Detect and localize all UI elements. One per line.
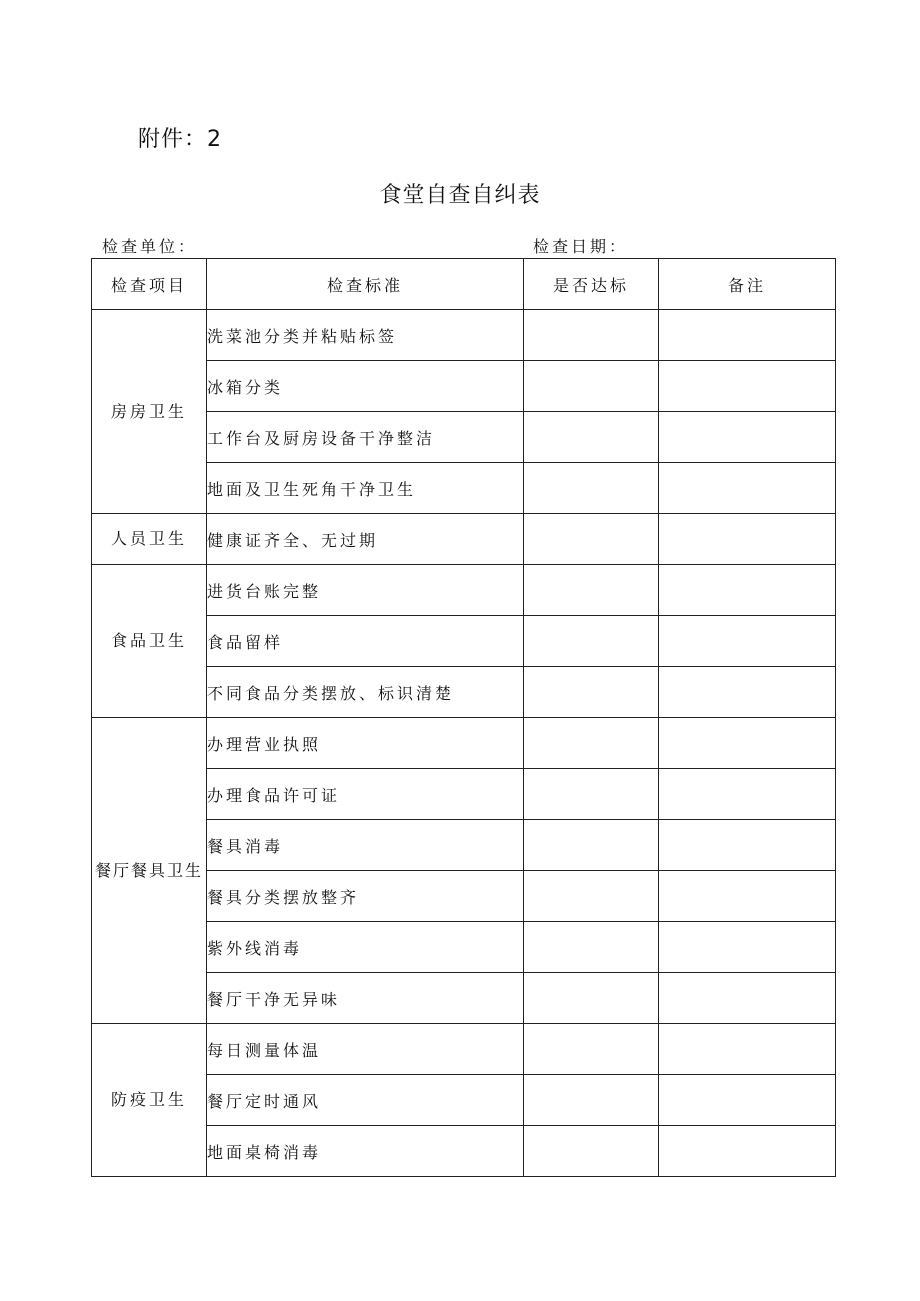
remarks-cell[interactable] xyxy=(659,1126,836,1177)
standard-cell: 紫外线消毒 xyxy=(207,922,524,973)
remarks-cell[interactable] xyxy=(659,616,836,667)
header-inspection-item: 检查项目 xyxy=(92,259,207,310)
standard-cell: 餐厅定时通风 xyxy=(207,1075,524,1126)
standard-cell: 健康证齐全、无过期 xyxy=(207,514,524,565)
compliance-cell[interactable] xyxy=(524,412,659,463)
remarks-cell[interactable] xyxy=(659,667,836,718)
compliance-cell[interactable] xyxy=(524,769,659,820)
table-body xyxy=(92,310,836,1177)
remarks-cell[interactable] xyxy=(659,973,836,1024)
table-row xyxy=(92,310,836,361)
standard-cell: 办理食品许可证 xyxy=(207,769,524,820)
standard-cell: 办理营业执照 xyxy=(207,718,524,769)
remarks-cell[interactable] xyxy=(659,412,836,463)
standard-cell: 餐具消毒 xyxy=(207,820,524,871)
remarks-cell[interactable] xyxy=(659,871,836,922)
compliance-cell[interactable] xyxy=(524,514,659,565)
table-row xyxy=(92,565,836,616)
standard-cell: 冰箱分类 xyxy=(207,361,524,412)
table-row xyxy=(92,718,836,769)
remarks-cell[interactable] xyxy=(659,463,836,514)
compliance-cell[interactable] xyxy=(524,361,659,412)
compliance-cell[interactable] xyxy=(524,820,659,871)
compliance-cell[interactable] xyxy=(524,922,659,973)
table-row xyxy=(92,514,836,565)
compliance-cell[interactable] xyxy=(524,616,659,667)
compliance-cell[interactable] xyxy=(524,565,659,616)
remarks-cell[interactable] xyxy=(659,514,836,565)
category-cell: 餐厅餐具卫生 xyxy=(92,718,207,1024)
table-header-row xyxy=(92,259,836,310)
standard-cell: 洗菜池分类并粘贴标签 xyxy=(207,310,524,361)
category-cell: 房房卫生 xyxy=(92,310,207,514)
compliance-cell[interactable] xyxy=(524,463,659,514)
remarks-cell[interactable] xyxy=(659,310,836,361)
table-row xyxy=(92,1024,836,1075)
standard-cell: 每日测量体温 xyxy=(207,1024,524,1075)
remarks-cell[interactable] xyxy=(659,922,836,973)
compliance-cell[interactable] xyxy=(524,1024,659,1075)
standard-cell: 地面及卫生死角干净卫生 xyxy=(207,463,524,514)
inspection-unit-label: 检查单位： xyxy=(102,237,198,256)
self-inspection-table xyxy=(91,258,836,1177)
inspection-date-label: 检查日期： xyxy=(533,237,629,256)
remarks-cell[interactable] xyxy=(659,1075,836,1126)
category-cell: 食品卫生 xyxy=(92,565,207,718)
remarks-cell[interactable] xyxy=(659,1024,836,1075)
category-cell: 人员卫生 xyxy=(92,514,207,565)
compliance-cell[interactable] xyxy=(524,973,659,1024)
remarks-cell[interactable] xyxy=(659,820,836,871)
standard-cell: 地面桌椅消毒 xyxy=(207,1126,524,1177)
category-cell: 防疫卫生 xyxy=(92,1024,207,1177)
standard-cell: 食品留样 xyxy=(207,616,524,667)
attachment-label: 附件：2 xyxy=(138,127,222,152)
standard-cell: 餐厅干净无异味 xyxy=(207,973,524,1024)
compliance-cell[interactable] xyxy=(524,1126,659,1177)
compliance-cell[interactable] xyxy=(524,718,659,769)
compliance-cell[interactable] xyxy=(524,871,659,922)
header-inspection-standard: 检查标准 xyxy=(207,259,524,310)
remarks-cell[interactable] xyxy=(659,718,836,769)
standard-cell: 进货台账完整 xyxy=(207,565,524,616)
header-remarks: 备注 xyxy=(659,259,836,310)
remarks-cell[interactable] xyxy=(659,565,836,616)
remarks-cell[interactable] xyxy=(659,769,836,820)
standard-cell: 工作台及厨房设备干净整洁 xyxy=(207,412,524,463)
standard-cell: 餐具分类摆放整齐 xyxy=(207,871,524,922)
compliance-cell[interactable] xyxy=(524,310,659,361)
remarks-cell[interactable] xyxy=(659,361,836,412)
header-compliance: 是否达标 xyxy=(524,259,659,310)
standard-cell: 不同食品分类摆放、标识清楚 xyxy=(207,667,524,718)
compliance-cell[interactable] xyxy=(524,667,659,718)
page-title: 食堂自查自纠表 xyxy=(379,183,541,208)
compliance-cell[interactable] xyxy=(524,1075,659,1126)
